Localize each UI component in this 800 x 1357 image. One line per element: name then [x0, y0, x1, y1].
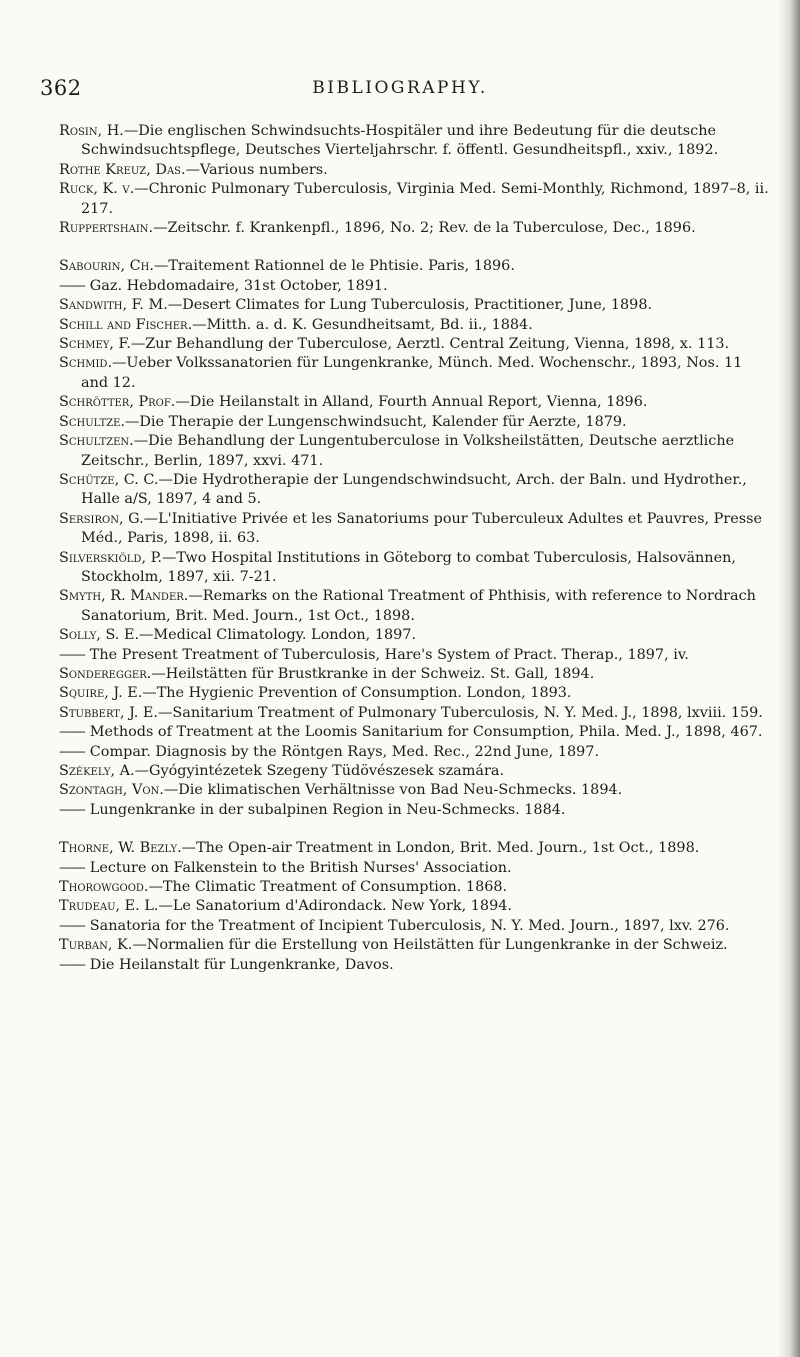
entry-text: —Le Sanatorium d'Adirondack. New York, 1894.: [158, 898, 512, 915]
entry-author: Turban, K.: [59, 937, 133, 954]
bibliography-entry: [59, 878, 771, 897]
entry-author: Stubbert, J. E.: [59, 704, 159, 721]
ditto-dash: ——: [59, 277, 84, 294]
bibliography-entry: [59, 587, 771, 626]
entry-text: —The Climatic Treatment of Consumption. 1868.: [148, 879, 508, 896]
entry-author: Schmid.: [59, 355, 113, 372]
bibliography-entry: [59, 413, 771, 432]
bibliography-entry: [59, 471, 771, 510]
entry-author: Trudeau, E. L.: [59, 898, 159, 915]
entry-text: —The Hygienic Prevention of Consumption. London, 1893.: [142, 685, 572, 702]
bibliography-list: [59, 122, 771, 975]
bibliography-entry: [59, 219, 771, 238]
bibliography-entry: [59, 432, 771, 471]
entry-text: Compar. Diagnosis by the Röntgen Rays, Med. Rec., 22nd June, 1897.: [89, 743, 600, 760]
bibliography-entry: [59, 665, 771, 684]
entry-text: —L'Initiative Privée et les Sanatoriums pour Tuberculeux Adultes et Pauvres, Presse Méd., Paris, 1898, ii. 63.: [81, 510, 763, 547]
entry-text: Gaz. Hebdomadaire, 31st October, 1891.: [89, 277, 388, 294]
entry-author: Thorne, W. Bezly.: [59, 840, 182, 857]
bibliography-entry: [59, 122, 771, 161]
entry-text: —Heilstätten für Brustkranke in der Schweiz. St. Gall, 1894.: [151, 665, 595, 682]
bibliography-entry: [59, 839, 771, 858]
entry-text: The Present Treatment of Tuberculosis, Hare's System of Pract. Therap., 1897, iv.: [89, 646, 689, 663]
entry-author: Székely, A.: [59, 763, 135, 779]
entry-text: —Various numbers.: [185, 161, 328, 178]
entry-author: Sersiron, G.: [59, 510, 144, 527]
running-head: BIBLIOGRAPHY.: [312, 78, 488, 98]
entry-author: Rothe Kreuz, Das.: [59, 161, 186, 178]
bibliography-entry: [59, 956, 771, 975]
ditto-dash: ——: [59, 859, 84, 876]
entry-text: —Traitement Rationnel de le Phtisie. Paris, 1896.: [153, 258, 515, 275]
bibliography-entry: [59, 180, 771, 219]
bibliography-entry: [59, 801, 771, 820]
entry-text: —Die Therapie der Lungenschwindsucht, Kalender für Aerzte, 1879.: [124, 413, 627, 430]
entry-text: —Medical Climatology. London, 1897.: [139, 627, 417, 644]
entry-text: —Chronic Pulmonary Tuberculosis, Virginia Med. Semi-Monthly, Richmond, 1897–8, ii. 217.: [81, 181, 769, 217]
entry-text: —Remarks on the Rational Treatment of Phthisis, with reference to Nordrach Sanatorium, Brit. Med. Journ., 1st Oct., 1898.: [81, 588, 756, 624]
bibliography-entry: [59, 859, 771, 878]
bibliography-entry: [59, 354, 771, 393]
bibliography-entry: [59, 296, 771, 315]
entry-author: Ruck, K. v.: [59, 181, 135, 198]
entry-author: Schill and Fischer.: [59, 316, 193, 333]
bibliography-entry: [59, 897, 771, 916]
bibliography-entry: [59, 161, 771, 180]
entry-text: —Die Behandlung der Lungentuberculose in Volksheilstätten, Deutsche aerztliche Zeitschr., Berlin, 1897, xxvi. 471.: [81, 433, 735, 469]
entry-author: Sabourin, Ch.: [59, 258, 154, 275]
bibliography-entry: [59, 549, 771, 588]
entry-text: —Two Hospital Institutions in Göteborg to combat Tuberculosis, Halsovännen, Stockholm, 1897, xii. 7-21.: [81, 549, 736, 585]
bibliography-entry: [59, 393, 771, 412]
entry-text: —The Open-air Treatment in London, Brit. Med. Journ., 1st Oct., 1898.: [181, 840, 700, 857]
entry-author: Silverskiöld, P.: [59, 549, 162, 566]
bibliography-entry: [59, 936, 771, 955]
entry-text: —Die Heilanstalt in Alland, Fourth Annual Report, Vienna, 1896.: [175, 394, 648, 411]
page-number: 362: [40, 76, 82, 100]
entry-text: —Zur Behandlung der Tuberculose, Aerztl. Central Zeitung, Vienna, 1898, x. 113.: [130, 336, 730, 353]
entry-text: Lecture on Falkenstein to the British Nurses' Association.: [89, 859, 512, 876]
entry-text: —Die klimatischen Verhältnisse von Bad Neu-Schmecks. 1894.: [163, 782, 623, 799]
bibliography-entry: [59, 316, 771, 335]
entry-text: —Gyógyintézetek Szegeny Tüdövészesek szamára.: [134, 763, 505, 779]
bibliography-entry: [59, 257, 771, 276]
entry-author: Sandwith, F. M.: [59, 297, 168, 314]
entry-text: —Sanitarium Treatment of Pulmonary Tuberculosis, N. Y. Med. J., 1898, lxviii. 159.: [158, 704, 763, 721]
bibliography-entry: [59, 510, 771, 549]
ditto-dash: ——: [59, 743, 84, 760]
bibliography-entry: [59, 781, 771, 800]
entry-author: Thorowgood.: [59, 879, 149, 896]
entry-text: —Ueber Volkssanatorien für Lungenkranke, Münch. Med. Wochenschr., 1893, Nos. 11 and 12.: [81, 355, 743, 391]
bibliography-entry: [59, 723, 771, 742]
entry-text: —Die englischen Schwindsuchts-Hospitäler und ihre Bedeutung für die deutsche Schwindsuchtspflege, Deutsches Vierteljahrschr. f. öffentl. Gesundheitspfl., xxiv., 1892.: [81, 123, 719, 159]
bibliography-entry: [59, 626, 771, 645]
entry-author: Schrötter, Prof.: [59, 394, 176, 411]
page-header: [40, 76, 760, 102]
entry-author: Sonderegger.: [59, 665, 152, 682]
entry-author: Szontagh, Von.: [59, 782, 164, 799]
entry-text: —Zeitschr. f. Krankenpfl., 1896, No. 2; Rev. de la Tuberculose, Dec., 1896.: [153, 220, 696, 237]
ditto-dash: ——: [59, 724, 84, 741]
entry-author: Schütze, C. C.: [59, 471, 159, 488]
entry-author: Ruppertshain.: [59, 220, 154, 237]
entry-author: Schultze.: [59, 413, 125, 430]
entry-author: Squire, J. E.: [59, 685, 143, 702]
bibliography-entry: [59, 277, 771, 296]
ditto-dash: ——: [59, 646, 84, 663]
page-edge-shadow: [778, 0, 800, 1357]
entry-author: Schmey, F.: [59, 336, 131, 353]
bibliography-entry: [59, 743, 771, 762]
ditto-dash: ——: [59, 801, 84, 818]
entry-author: Schultzen.: [59, 433, 134, 450]
entry-text: —Desert Climates for Lung Tuberculosis, Practitioner, June, 1898.: [167, 297, 653, 314]
entry-text: —Normalien für die Erstellung von Heilstätten für Lungenkranke in der Schweiz.: [132, 937, 728, 954]
bibliography-entry: [59, 917, 771, 936]
entry-text: Methods of Treatment at the Loomis Sanitarium for Consumption, Phila. Med. J., 1898, 467.: [89, 724, 763, 741]
bibliography-entry: [59, 684, 771, 703]
entry-author: Solly, S. E.: [59, 627, 140, 644]
entry-text: Die Heilanstalt für Lungenkranke, Davos.: [89, 956, 394, 973]
bibliography-entry: [59, 335, 771, 354]
entry-text: Lungenkranke in der subalpinen Region in Neu-Schmecks. 1884.: [89, 801, 566, 818]
entry-text: —Die Hydrotherapie der Lungendschwindsucht, Arch. der Baln. und Hydrother., Halle a/S, 1897, 4 and 5.: [81, 471, 747, 508]
entry-text: Sanatoria for the Treatment of Incipient Tuberculosis, N. Y. Med. Journ., 1897, lxv. 276.: [89, 917, 730, 934]
entry-text: —Mitth. a. d. K. Gesundheitsamt, Bd. ii., 1884.: [192, 316, 533, 333]
ditto-dash: ——: [59, 917, 84, 934]
ditto-dash: ——: [59, 956, 84, 973]
bibliography-entry: [59, 646, 771, 665]
entry-author: Rosin, H.: [59, 123, 124, 139]
bibliography-entry: [59, 704, 771, 723]
entry-author: Smyth, R. Mander.: [59, 588, 189, 605]
bibliography-entry: [59, 762, 771, 781]
